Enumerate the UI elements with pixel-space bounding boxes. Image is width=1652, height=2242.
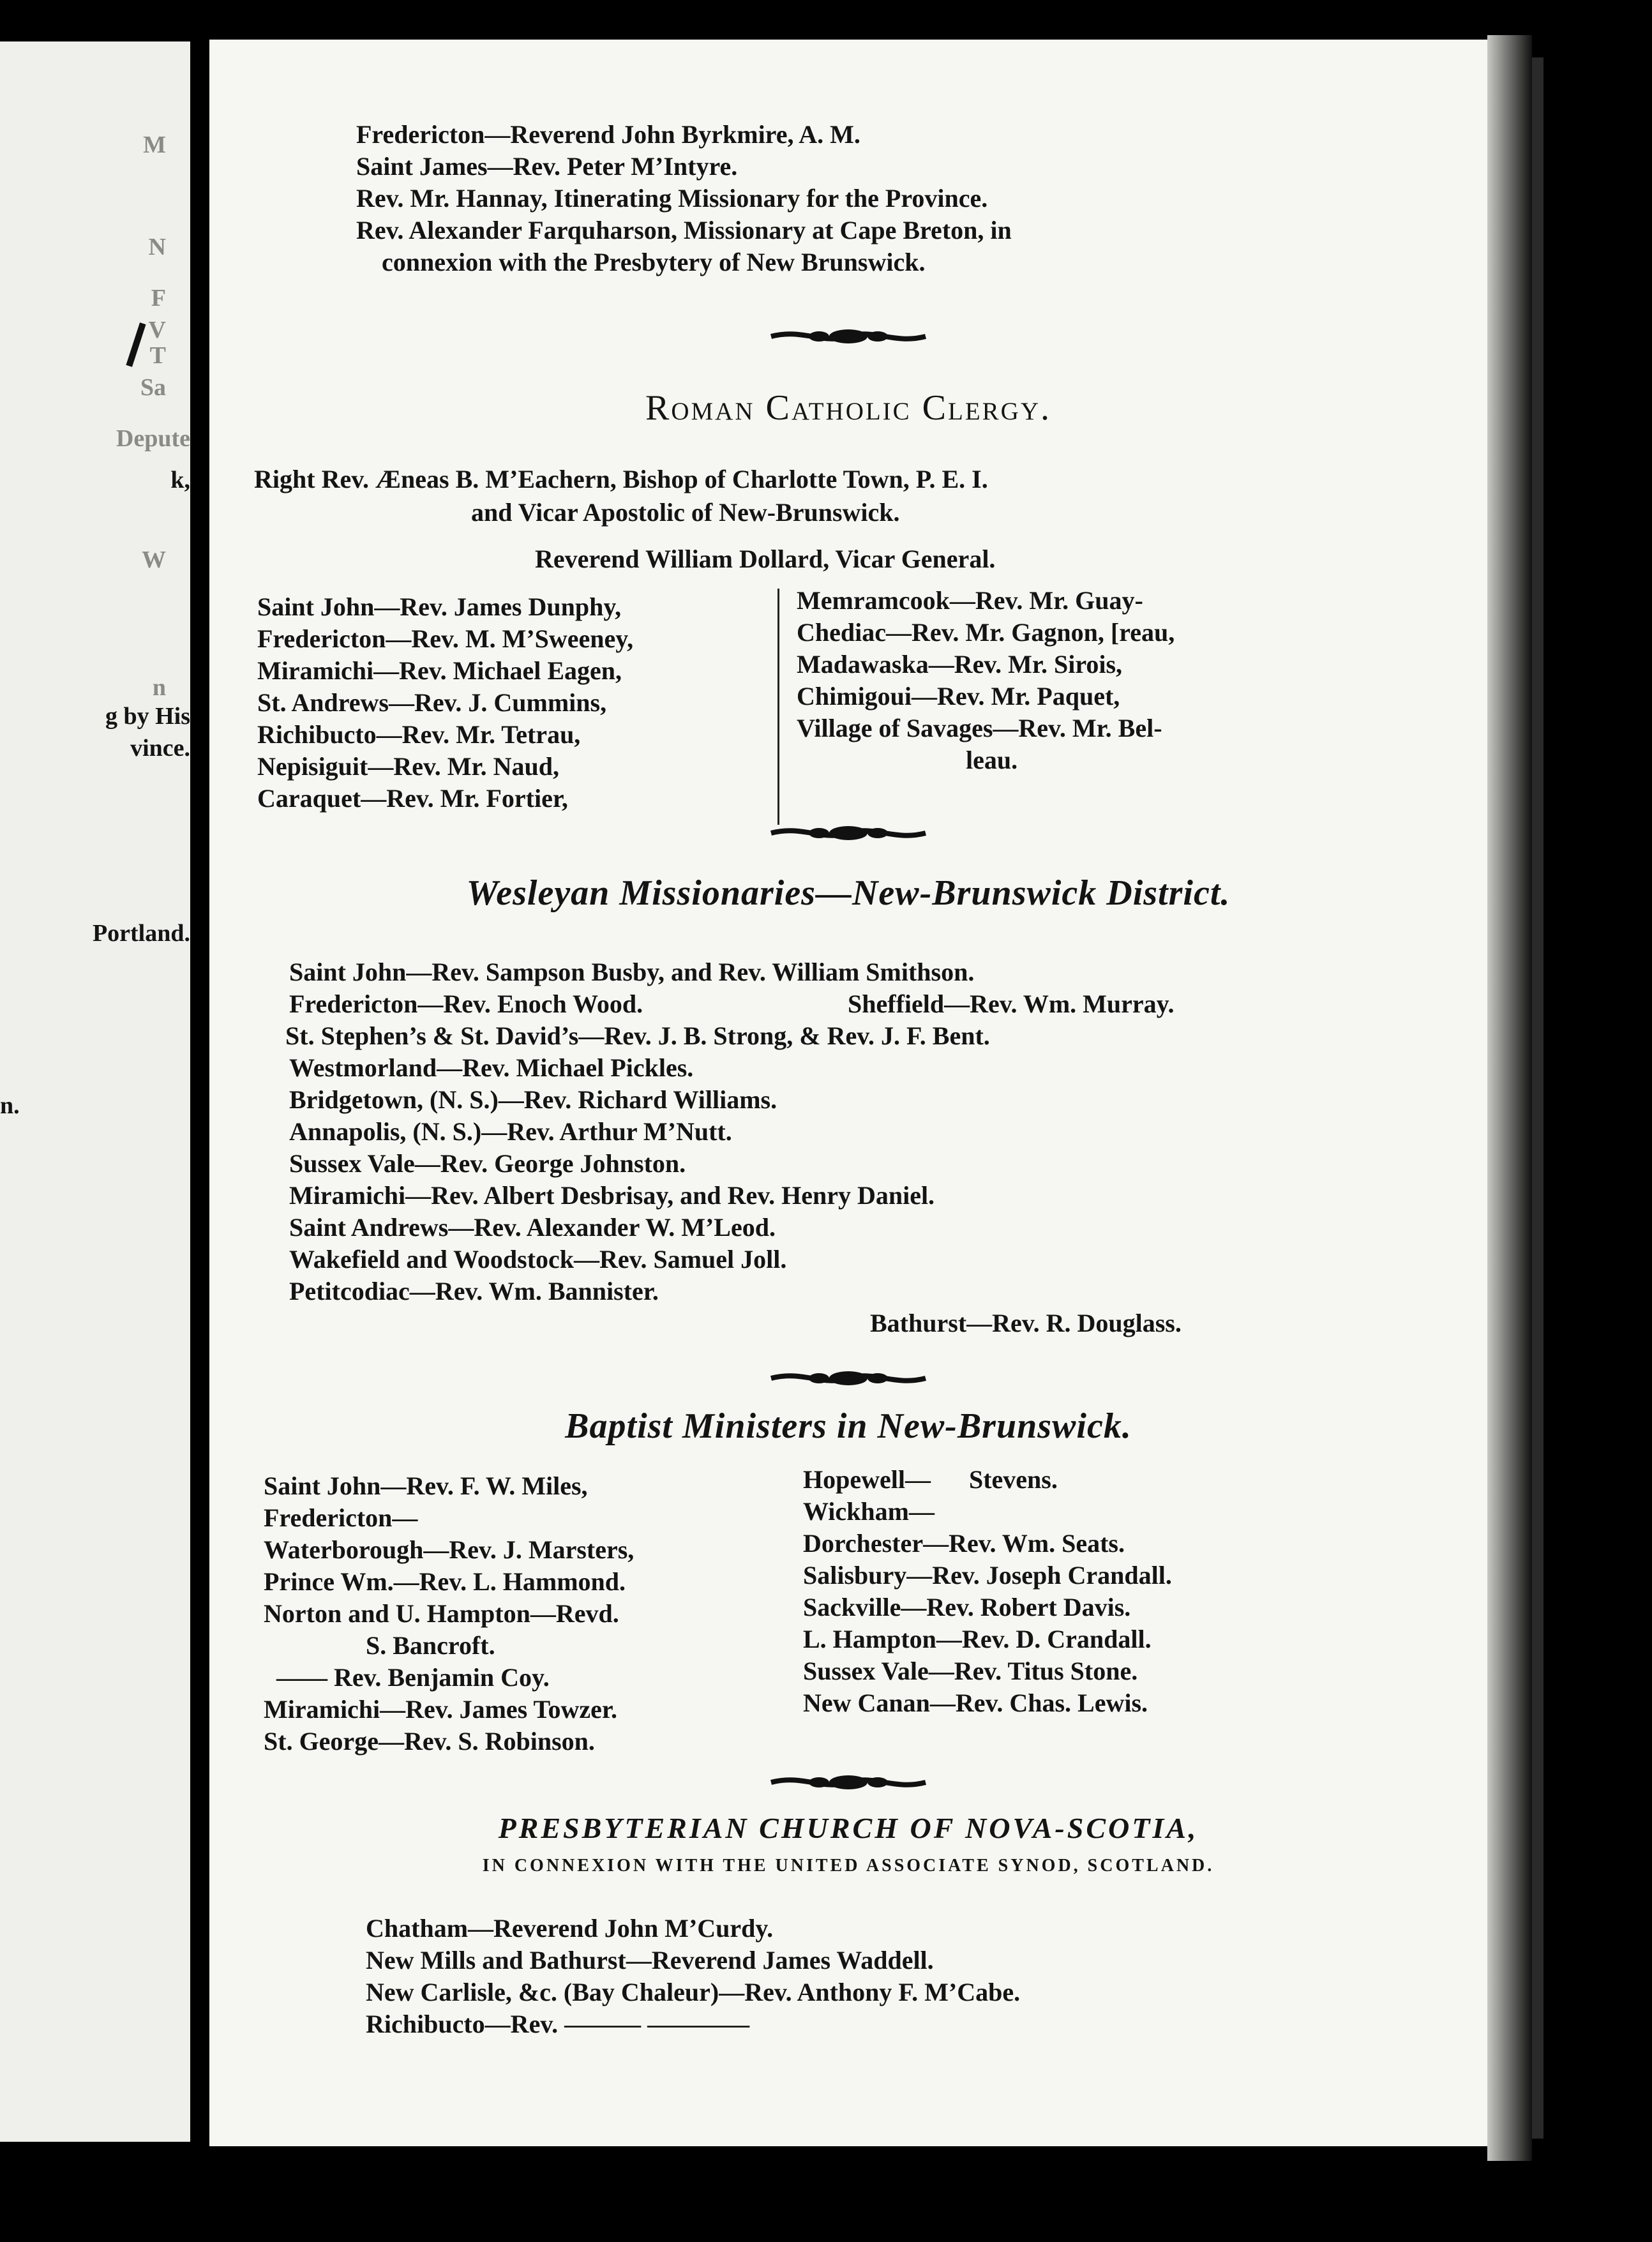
text-line: Salisbury—Rev. Joseph Crandall.	[803, 1561, 1172, 1590]
page-edge	[1532, 57, 1543, 2139]
left-fragment-text: g by His	[105, 703, 190, 730]
text-line: Sussex Vale—Rev. Titus Stone.	[803, 1657, 1138, 1685]
left-fragment-text: M	[143, 132, 166, 158]
document-page	[209, 40, 1487, 2146]
text-line: S. Bancroft.	[366, 1631, 495, 1660]
text-line: Village of Savages—Rev. Mr. Bel-	[797, 714, 1162, 742]
text-line: Hopewell— Stevens.	[803, 1465, 1058, 1494]
text-line: Norton and U. Hampton—Revd.	[264, 1599, 619, 1628]
text-line: Wickham—	[803, 1497, 935, 1526]
roman-catholic-right-column	[797, 585, 1175, 777]
left-fragment-text: n.	[0, 1092, 20, 1119]
section-heading-wesleyan: Wesleyan Missionaries—New-Brunswick District.	[466, 873, 1231, 913]
baptist-right-column	[803, 1464, 1172, 1720]
section-heading-presbyterian: PRESBYTERIAN CHURCH OF NOVA-SCOTIA,	[498, 1812, 1199, 1844]
text-line: Annapolis, (N. S.)—Rev. Arthur M’Nutt.	[289, 1117, 732, 1146]
text-line: St. George—Rev. S. Robinson.	[264, 1727, 595, 1756]
left-fragment-text: N	[148, 234, 166, 260]
text-line: Wakefield and Woodstock—Rev. Samuel Joll.	[289, 1245, 787, 1274]
text-line: L. Hampton—Rev. D. Crandall.	[803, 1625, 1152, 1653]
text-line: Chatham—Reverend John M’Curdy.	[366, 1914, 774, 1943]
text-line: Right Rev. Æneas B. M’Eachern, Bishop of Charlotte Town, P. E. I.	[254, 465, 988, 493]
left-fragment-text: k,	[170, 467, 190, 493]
text-line: Richibucto—Rev. Mr. Tetrau,	[257, 720, 581, 749]
text-line: Chimigoui—Rev. Mr. Paquet,	[797, 682, 1120, 711]
column-divider	[777, 589, 779, 825]
roman-catholic-left-column	[257, 592, 633, 815]
text-line: Prince Wm.—Rev. L. Hammond.	[264, 1567, 626, 1596]
text-line: New Canan—Rev. Chas. Lewis.	[803, 1689, 1148, 1717]
text-line: Dorchester—Rev. Wm. Seats.	[803, 1529, 1125, 1558]
text-line: New Carlisle, &c. (Bay Chaleur)—Rev. Anthony F. M’Cabe.	[366, 1978, 1021, 2006]
left-fragment-text: Sa	[140, 374, 166, 401]
section-heading-baptist: Baptist Ministers in New-Brunswick.	[565, 1406, 1132, 1446]
text-line: Fredericton—	[264, 1503, 418, 1532]
book-spine	[1487, 35, 1532, 2161]
ornament-divider	[209, 824, 1487, 843]
text-line: Madawaska—Rev. Mr. Sirois,	[797, 650, 1123, 679]
baptist-left-column	[264, 1471, 634, 1758]
text-line: Sheffield—Rev. Wm. Murray.	[848, 989, 1175, 1018]
text-line: leau.	[966, 746, 1018, 774]
text-line: Richibucto—Rev. ——— ————	[366, 2010, 750, 2038]
left-fragment-text: Depute	[116, 425, 190, 452]
left-fragment-text: Portland.	[92, 920, 190, 947]
text-line: Chediac—Rev. Mr. Gagnon, [reau,	[797, 618, 1175, 647]
ornament-divider	[209, 1773, 1487, 1792]
text-line: Rev. Alexander Farquharson, Missionary at Cape Breton, in	[356, 216, 1012, 245]
left-fragment-text: vince.	[130, 735, 190, 762]
text-line: Saint John—Rev. Sampson Busby, and Rev. William Smithson.	[289, 958, 975, 986]
left-fragment-text: T	[149, 342, 166, 369]
left-fragment-text: W	[142, 546, 166, 573]
section-heading-roman-catholic: Roman Catholic Clergy.	[645, 388, 1052, 428]
text-line: Fredericton—Rev. M. M’Sweeney,	[257, 624, 634, 653]
text-line: Saint Andrews—Rev. Alexander W. M’Leod.	[289, 1213, 776, 1242]
text-line: Miramichi—Rev. James Towzer.	[264, 1695, 618, 1724]
text-line: New Mills and Bathurst—Reverend James Waddell.	[366, 1946, 934, 1975]
text-line: —— Rev. Benjamin Coy.	[276, 1663, 550, 1692]
text-line: Bridgetown, (N. S.)—Rev. Richard Williams.	[289, 1085, 777, 1114]
text-line: Sackville—Rev. Robert Davis.	[803, 1593, 1131, 1621]
text-line: Reverend William Dollard, Vicar General.	[535, 545, 996, 573]
text-line: St. Andrews—Rev. J. Cummins,	[257, 688, 607, 717]
text-line: Fredericton—Rev. Enoch Wood.	[289, 989, 643, 1018]
ink-mark	[126, 322, 146, 367]
text-line: Rev. Mr. Hannay, Itinerating Missionary for the Province.	[356, 184, 988, 213]
text-line: connexion with the Presbytery of New Brunswick.	[382, 248, 926, 276]
text-line: Petitcodiac—Rev. Wm. Bannister.	[289, 1277, 659, 1305]
text-line: Miramichi—Rev. Albert Desbrisay, and Rev. Henry Daniel.	[289, 1181, 935, 1210]
left-fragment-text: n	[152, 674, 166, 701]
text-line: and Vicar Apostolic of New-Brunswick.	[471, 498, 900, 527]
text-line: Westmorland—Rev. Michael Pickles.	[289, 1053, 694, 1082]
text-line: Saint John—Rev. F. W. Miles,	[264, 1471, 588, 1500]
ornament-divider	[209, 327, 1487, 346]
left-fragment-text: F	[151, 285, 166, 312]
text-line: Nepisiguit—Rev. Mr. Naud,	[257, 752, 560, 781]
text-line: Sussex Vale—Rev. George Johnston.	[289, 1149, 686, 1178]
left-page-fragment	[0, 41, 190, 2142]
text-line: Caraquet—Rev. Mr. Fortier,	[257, 784, 568, 813]
text-line: Waterborough—Rev. J. Marsters,	[264, 1535, 635, 1564]
text-line: Saint James—Rev. Peter M’Intyre.	[356, 152, 738, 181]
text-line: Miramichi—Rev. Michael Eagen,	[257, 656, 622, 685]
text-line: Memramcook—Rev. Mr. Guay-	[797, 586, 1143, 615]
text-line: St. Stephen’s & St. David’s—Rev. J. B. Strong, & Rev. J. F. Bent.	[285, 1021, 990, 1050]
text-line: Fredericton—Reverend John Byrkmire, A. M.	[356, 120, 860, 149]
ornament-divider	[209, 1369, 1487, 1388]
left-fragment-text: V	[148, 317, 166, 343]
section-subheading-presbyterian: IN CONNEXION WITH THE UNITED ASSOCIATE SYNOD, SCOTLAND.	[482, 1856, 1215, 1876]
text-line: Saint John—Rev. James Dunphy,	[257, 592, 622, 621]
text-line: Bathurst—Rev. R. Douglass.	[870, 1309, 1182, 1337]
